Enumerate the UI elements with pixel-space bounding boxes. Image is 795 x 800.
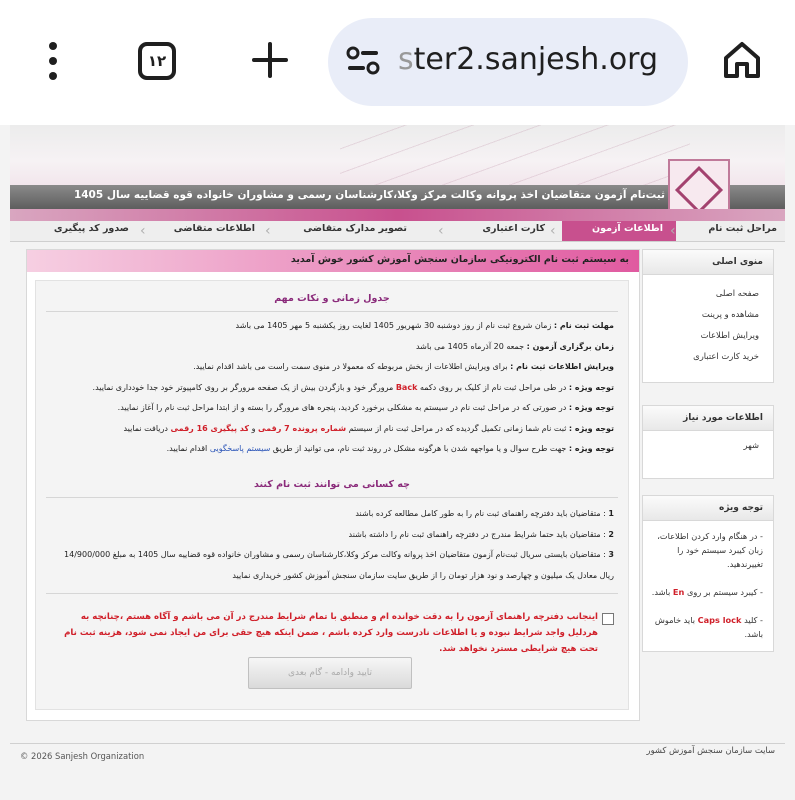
edit-info-line: ویرایش اطلاعات ثبت نام : برای ویرایش اطلاعات از بخش مربوطه که معمولا در منوی سمت راست می باشد اقدام نمایید. — [193, 362, 614, 371]
welcome-bar — [27, 250, 639, 272]
footer-divider — [10, 743, 785, 744]
step-applicant-info[interactable]: اطلاعات متقاضی — [173, 223, 255, 234]
step-credit-card[interactable]: کارت اعتباری — [482, 223, 545, 234]
url-domain: ter2.sanjesh.org — [413, 42, 659, 77]
divider — [46, 593, 618, 594]
more-options-icon[interactable] — [44, 42, 62, 82]
special-notes-box — [642, 495, 774, 652]
step-registration-stages[interactable]: مراحل ثبت نام — [708, 223, 777, 234]
agreement-text: اینجانب دفترچه راهنمای آزمون را به دقت خوانده ام و منطبق با تمام شرایط مندرج در آن می باشم و آگاه هستم ،چنانچه به هردلیل واجد شرایط نبوده و یا اطلاعات نادرست وارد کرده باشم ، ضمن اینکه هیچ حقی برای من ایجاد نمی شود، هزینه ثبت نام تحت هیچ شرایطی مسترد نخواهد شد. — [64, 612, 598, 654]
menu-item-edit-info[interactable]: ویرایش اطلاعات — [700, 330, 759, 340]
step-exam-info[interactable]: اطلاعات آزمون — [592, 223, 663, 234]
web-page — [0, 125, 795, 800]
home-icon[interactable] — [722, 40, 762, 80]
registration-steps-nav — [10, 221, 785, 242]
step-tracking-code[interactable]: صدور کد پیگیری — [53, 223, 129, 234]
back-button-warning-line: توجه ویژه : در طی مراحل ثبت نام از کلیک بر روی دکمه Back مرورگر خود و بازگردن بیش از یک صفحه مرورگر بر روی کامپیوتر خود جدا خودداری نمایید. — [92, 383, 614, 392]
support-note-line: توجه ویژه : جهت طرح سوال و یا مواجهه شدن با هرگونه مشکل در روند ثبت نام، می توانید از طریق سیستم پاسخگویی اقدام نمایید. — [166, 444, 614, 453]
url-prefix: s — [398, 42, 414, 77]
chevron-left-icon: ‹ — [438, 223, 444, 239]
url-text — [398, 42, 658, 77]
eligibility-item: 1 : متقاضیان باید دفترچه راهنمای ثبت نام را به طور کامل مطالعه کرده باشند — [355, 509, 614, 518]
schedule-title: جدول زمانی و نکات مهم — [274, 293, 390, 304]
welcome-text: به سیستم ثبت نام الکترونیکی سازمان سنجش آموزش کشور خوش آمدید — [290, 254, 629, 265]
footer-copyright: © 2026 Sanjesh Organization — [20, 751, 145, 761]
problem-restart-line: توجه ویژه : در صورتی که در مراحل ثبت نام در سیستم به مشکلی برخورد کردید، پنجره های مرورگر را بسته و از ابتدا مراحل ثبت نام را آغاز نمایید. — [117, 403, 614, 412]
chevron-left-icon: ‹ — [550, 223, 556, 239]
menu-item-buy-card[interactable]: خرید کارت اعتباری — [693, 351, 759, 361]
eligibility-item-continued: ریال معادل یک میلیون و چهارصد و نود هزار تومان را از طریق سایت سازمان سنجش آموزش کشور خریداری نمایید — [232, 571, 614, 580]
menu-item-home[interactable]: صفحه اصلی — [715, 288, 759, 298]
registration-deadline-line: مهلت ثبت نام : زمان شروع ثبت نام از روز دوشنبه 30 شهریور 1405 لغایت روز یکشنبه 5 مهر 1405 می باشد — [235, 321, 614, 330]
content-box — [35, 280, 629, 710]
agree-checkbox[interactable] — [602, 613, 614, 625]
chevron-left-icon: ‹ — [140, 223, 146, 239]
tab-switcher-button[interactable] — [138, 42, 176, 80]
footer-site-name: سایت سازمان سنجش آموزش کشور — [646, 745, 775, 755]
note-keyboard-en: - کیبرد سیستم بر روی En باشد. — [651, 587, 763, 597]
eligibility-item: 3 : متقاضیان بایستی سریال ثبت‌نام آزمون متقاضیان اخذ پروانه وکالت مرکز وکلا،کارشناسان رسمی و مشاوران خانواده قوه قضاییه سال 1405 به مبلغ 14/900/000 — [64, 550, 614, 559]
new-tab-plus-icon[interactable] — [250, 40, 290, 80]
chevron-left-icon: ‹ — [265, 223, 271, 239]
tab-count: ۱۲ — [147, 52, 167, 70]
menu-item-view-print[interactable]: مشاهده و پرینت — [701, 309, 759, 319]
eligibility-title: چه کسانی می توانند ثبت نام کنند — [254, 479, 410, 490]
header-title: ثبت‌نام آزمون متقاضیان اخذ پروانه وکالت مرکز وکلا،کارشناسان رسمی و مشاوران خانواده قوه قضاییه سال 1405 — [73, 189, 665, 201]
required-info-box — [642, 405, 774, 479]
special-notes-title: توجه ویژه — [643, 496, 773, 521]
eligibility-item: 2 : متقاضیان باید حتما شرایط مندرج در دفترچه راهنمای ثبت نام را داشته باشند — [348, 530, 614, 539]
decorative-band — [10, 209, 785, 221]
chevron-left-icon: ‹ — [670, 223, 676, 239]
note-keyboard-language: - در هنگام وارد کردن اطلاعات، زبان کیبرد سیستم خود را تغییرندهید. — [657, 531, 763, 569]
address-bar[interactable] — [328, 18, 688, 106]
main-menu-title: منوی اصلی — [643, 250, 773, 275]
required-info-title: اطلاعات مورد نیاز — [643, 406, 773, 431]
divider — [46, 311, 618, 312]
note-caps-lock: - کلید Caps lock باید خاموش باشد. — [654, 615, 763, 639]
completion-note-line: توجه ویژه : ثبت نام شما زمانی تکمیل گردیده که در مراحل ثبت نام از سیستم شماره پرونده 7 رقمی و کد پیگیری 16 رقمی دریافت نمایید — [123, 424, 614, 433]
required-info-city: شهر — [743, 440, 759, 450]
main-panel — [26, 249, 640, 721]
step-applicant-documents[interactable]: تصویر مدارک متقاضی — [303, 223, 407, 234]
main-menu-box — [642, 249, 774, 383]
support-system-link[interactable]: سیستم پاسخگویی — [209, 444, 271, 453]
site-settings-icon[interactable] — [346, 46, 380, 76]
exam-date-line: زمان برگزاری آزمون : جمعه 20 آذرماه 1405 می باشد — [415, 342, 614, 351]
divider — [46, 497, 618, 498]
confirm-next-step-button[interactable]: تایید وادامه - گام بعدی — [248, 657, 412, 689]
browser-toolbar — [0, 0, 795, 125]
